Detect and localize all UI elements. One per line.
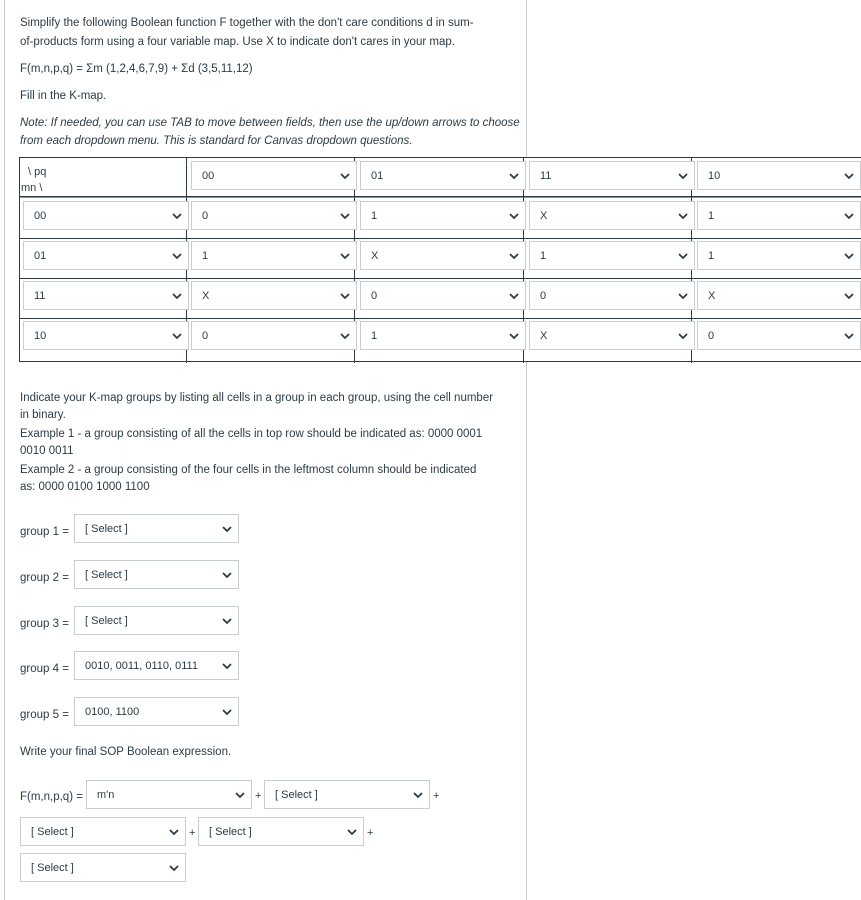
chevron-down-icon bbox=[508, 290, 520, 302]
kmap-row-header-00[interactable] bbox=[23, 201, 189, 230]
chevron-down-icon bbox=[508, 330, 520, 342]
chevron-down-icon bbox=[677, 170, 689, 182]
chevron-down-icon bbox=[171, 250, 183, 262]
kmap-row-header-10[interactable] bbox=[23, 321, 189, 350]
plus-sign: + bbox=[255, 790, 262, 802]
sop-prefix: F(m,n,p,q) = bbox=[20, 791, 83, 803]
chevron-down-icon bbox=[171, 210, 183, 222]
group-1-label: group 1 = bbox=[20, 526, 69, 538]
sop-term-1-value: m'n bbox=[97, 789, 115, 801]
example-2-line-2: as: 0000 0100 1000 1100 bbox=[20, 481, 150, 493]
sop-term-1-select[interactable] bbox=[86, 780, 252, 809]
plus-sign: + bbox=[433, 790, 440, 802]
chevron-down-icon bbox=[168, 826, 180, 838]
chevron-down-icon bbox=[339, 330, 351, 342]
kmap-cell-value: 1 bbox=[708, 250, 715, 262]
sop-term-5-select[interactable] bbox=[20, 853, 186, 882]
chevron-down-icon bbox=[339, 290, 351, 302]
chevron-down-icon bbox=[843, 290, 855, 302]
chevron-down-icon bbox=[234, 789, 246, 801]
kmap-cell-value: X bbox=[708, 290, 716, 302]
chevron-down-icon bbox=[221, 660, 233, 672]
plus-sign: + bbox=[189, 827, 196, 839]
group-1-value: [ Select ] bbox=[85, 523, 128, 535]
kmap-cell-value: 0 bbox=[540, 290, 547, 302]
kmap-cell-value: X bbox=[202, 290, 210, 302]
group-5-value: 0100, 1100 bbox=[85, 706, 140, 718]
kmap-cell-0001[interactable] bbox=[360, 201, 526, 230]
sop-instruction: Write your final SOP Boolean expression. bbox=[20, 746, 232, 758]
kmap-row-header-11[interactable] bbox=[23, 281, 189, 310]
kmap-cell-1101[interactable] bbox=[360, 281, 526, 310]
kmap-cell-1100[interactable] bbox=[191, 281, 357, 310]
kmap-cell-0011[interactable] bbox=[529, 201, 695, 230]
kmap-cell-1010[interactable] bbox=[697, 321, 861, 350]
kmap-col-header-value: 11 bbox=[540, 170, 552, 182]
chevron-down-icon bbox=[171, 330, 183, 342]
chevron-down-icon bbox=[171, 290, 183, 302]
sop-term-5-value: [ Select ] bbox=[31, 862, 74, 874]
chevron-down-icon bbox=[677, 290, 689, 302]
function-definition: F(m,n,p,q) = Σm (1,2,4,6,7,9) + Σd (3,5,11,12) bbox=[20, 63, 253, 75]
example-1-line-1: Example 1 - a group consisting of all the cells in top row should be indicated as: 0000 0001 bbox=[20, 428, 483, 440]
kmap-cell-value: 0 bbox=[708, 330, 715, 342]
chevron-down-icon bbox=[843, 330, 855, 342]
kmap-cell-value: 1 bbox=[540, 250, 547, 262]
chevron-down-icon bbox=[508, 170, 520, 182]
example-1-line-2: 0010 0011 bbox=[20, 445, 74, 457]
chevron-down-icon bbox=[412, 789, 424, 801]
sop-term-3-value: [ Select ] bbox=[31, 826, 74, 838]
group-2-value: [ Select ] bbox=[85, 569, 128, 581]
question-line-1: Simplify the following Boolean function F together with the don't care conditions d in sum- bbox=[20, 17, 474, 29]
chevron-down-icon bbox=[677, 250, 689, 262]
question-line-2: of-products form using a four variable map. Use X to indicate don't cares in your map. bbox=[20, 36, 455, 48]
kmap-corner-pq: \ pq bbox=[28, 166, 47, 178]
group-3-value: [ Select ] bbox=[85, 615, 128, 627]
kmap-col-header-value: 00 bbox=[202, 170, 215, 182]
groups-instruction-line-1: Indicate your K-map groups by listing all cells in a group in each group, using the cell number bbox=[20, 392, 494, 404]
kmap-cell-value: 1 bbox=[371, 210, 378, 222]
kmap-cell-value: 0 bbox=[371, 290, 378, 302]
kmap-cell-value: 0 bbox=[202, 210, 209, 222]
chevron-down-icon bbox=[339, 250, 351, 262]
kmap-col-header-10[interactable] bbox=[697, 161, 861, 190]
chevron-down-icon bbox=[677, 210, 689, 222]
plus-sign: + bbox=[367, 827, 374, 839]
kmap-cell-1000[interactable] bbox=[191, 321, 357, 350]
content-border-right bbox=[526, 0, 527, 900]
kmap-cell-1110[interactable] bbox=[697, 281, 861, 310]
kmap-col-header-value: 10 bbox=[708, 170, 721, 182]
kmap-cell-value: 1 bbox=[371, 330, 378, 342]
kmap-row-header-value: 01 bbox=[34, 250, 47, 262]
kmap-row-header-value: 10 bbox=[34, 330, 47, 342]
chevron-down-icon bbox=[508, 210, 520, 222]
group-3-select[interactable] bbox=[74, 606, 239, 635]
kmap-cell-value: X bbox=[540, 210, 548, 222]
sop-term-4-value: [ Select ] bbox=[209, 826, 252, 838]
group-2-select[interactable] bbox=[74, 560, 239, 589]
kmap-col-header-00[interactable] bbox=[191, 161, 357, 190]
kmap-col-header-value: 01 bbox=[371, 170, 384, 182]
sop-term-2-value: [ Select ] bbox=[275, 789, 318, 801]
group-4-label: group 4 = bbox=[20, 663, 69, 675]
chevron-down-icon bbox=[346, 826, 358, 838]
chevron-down-icon bbox=[221, 523, 233, 535]
chevron-down-icon bbox=[221, 615, 233, 627]
fill-instruction: Fill in the K-map. bbox=[20, 90, 107, 102]
groups-instruction-line-2: in binary. bbox=[20, 409, 66, 421]
chevron-down-icon bbox=[508, 250, 520, 262]
kmap-cell-0100[interactable] bbox=[191, 241, 357, 270]
chevron-down-icon bbox=[339, 210, 351, 222]
kmap-cell-value: X bbox=[540, 330, 548, 342]
chevron-down-icon bbox=[843, 210, 855, 222]
chevron-down-icon bbox=[677, 330, 689, 342]
kmap-cell-value: 1 bbox=[202, 250, 209, 262]
sop-term-4-select[interactable] bbox=[198, 817, 364, 846]
sop-term-3-select[interactable] bbox=[20, 817, 186, 846]
chevron-down-icon bbox=[339, 170, 351, 182]
kmap-cell-1001[interactable] bbox=[360, 321, 526, 350]
kmap-cell-0111[interactable] bbox=[529, 241, 695, 270]
sop-term-2-select[interactable] bbox=[264, 780, 430, 809]
note-line-1: Note: If needed, you can use TAB to move between fields, then use the up/down arrows to choose bbox=[20, 117, 520, 129]
kmap-cell-value: 1 bbox=[708, 210, 715, 222]
content-border-left bbox=[4, 0, 5, 900]
kmap-cell-value: X bbox=[371, 250, 379, 262]
kmap-corner-mn: mn \ bbox=[21, 182, 43, 194]
group-2-label: group 2 = bbox=[20, 572, 69, 584]
kmap-cell-0110[interactable] bbox=[697, 241, 861, 270]
kmap-cell-0101[interactable] bbox=[360, 241, 526, 270]
kmap-row-header-01[interactable] bbox=[23, 241, 189, 270]
chevron-down-icon bbox=[168, 862, 180, 874]
group-4-select[interactable] bbox=[74, 651, 239, 680]
kmap-row-header-value: 00 bbox=[34, 210, 47, 222]
chevron-down-icon bbox=[221, 569, 233, 581]
kmap-cell-value: 0 bbox=[202, 330, 209, 342]
kmap-cell-1111[interactable] bbox=[529, 281, 695, 310]
note-line-2: from each dropdown menu. This is standard for Canvas dropdown questions. bbox=[20, 135, 413, 147]
group-3-label: group 3 = bbox=[20, 618, 69, 630]
kmap-col-header-01[interactable] bbox=[360, 161, 526, 190]
group-1-select[interactable] bbox=[74, 514, 239, 543]
chevron-down-icon bbox=[221, 706, 233, 718]
kmap-col-header-11[interactable] bbox=[529, 161, 695, 190]
chevron-down-icon bbox=[843, 250, 855, 262]
group-4-value: 0010, 0011, 0110, 0111 bbox=[85, 660, 198, 672]
group-5-select[interactable] bbox=[74, 697, 239, 726]
kmap-cell-0010[interactable] bbox=[697, 201, 861, 230]
kmap-cell-1011[interactable] bbox=[529, 321, 695, 350]
kmap-cell-0000[interactable] bbox=[191, 201, 357, 230]
kmap-row-header-value: 11 bbox=[34, 290, 46, 302]
example-2-line-1: Example 2 - a group consisting of the four cells in the leftmost column should be indicated bbox=[20, 464, 477, 476]
group-5-label: group 5 = bbox=[20, 709, 69, 721]
chevron-down-icon bbox=[843, 170, 855, 182]
